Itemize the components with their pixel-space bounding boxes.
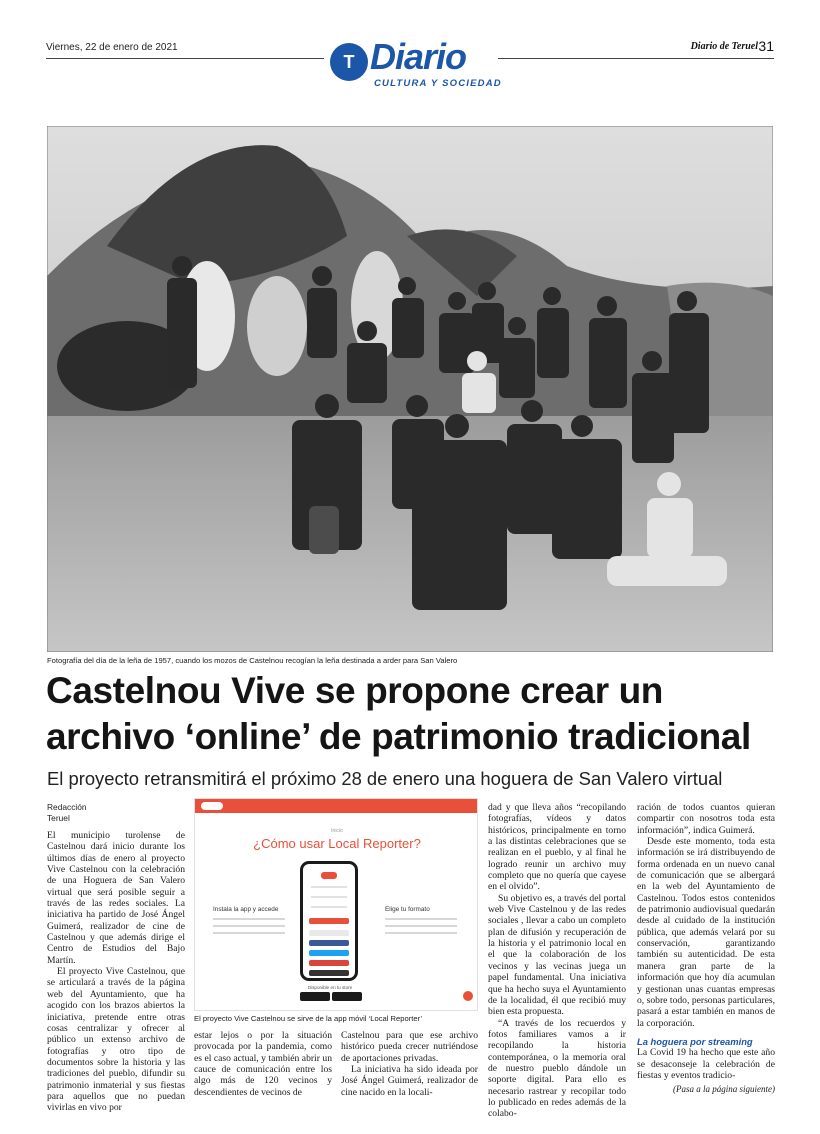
headline-line-1: Castelnou Vive se propone crear un	[46, 670, 663, 711]
text-line-placeholder	[385, 925, 457, 927]
text-line-placeholder	[311, 886, 347, 888]
app-step-format	[385, 906, 465, 934]
app-breadcrumb: Inicio	[331, 828, 343, 834]
paragraph: La Covid 19 ha hecho que este año se desaconseje la celebración de fiestas y eventos tradicio-	[637, 1047, 775, 1081]
app-top-bar	[195, 799, 478, 813]
app-logo-icon	[321, 872, 337, 879]
paragraph: Su objetivo es, a través del portal web Vive Castelnou y de las redes sociales , llevar a cabo un completo plan de difusión y recuperación de la historia y el patrimonio local en el que la colaboración de los vecinos y las vecinas juega un papel fundamental. Una iniciativa que ha hecho suya el Ayuntamiento de la localidad, él que recibió muy bien esta propuesta.	[488, 892, 626, 1018]
phone-button	[309, 930, 349, 936]
app-logo-icon	[201, 802, 223, 810]
step-title: Instala la app y accede	[213, 906, 279, 913]
newspaper-logo	[330, 36, 502, 92]
text-line-placeholder	[311, 906, 347, 908]
page-number: 31	[758, 38, 774, 54]
app-store-badge-icon	[332, 992, 362, 1001]
paragraph: dad y que lleva años “recopilando fotografías, vídeos y datos históricos, principalmente en torno a las distintas celebraciones que se realizan en el pueblo, y al final he logrado reunir un archivo muy completo que no quería que cayese en el olvido”.	[488, 802, 626, 893]
article-column-1	[47, 830, 185, 1114]
continued-note: (Pasa a la página siguiente)	[673, 1084, 775, 1095]
logo-mark-icon: T	[330, 43, 368, 81]
headline-line-2: archivo ‘online’ de patrimonio tradicional	[46, 716, 751, 757]
paragraph: La iniciativa ha sido ideada por José Ángel Guimerá, realizador de cine nacido en la locali-	[341, 1064, 478, 1098]
historic-group-photo-icon	[47, 126, 773, 652]
step-title: Elige tu formato	[385, 906, 430, 913]
header-rule-right	[498, 58, 774, 59]
stores-label: Disponible en tu store	[307, 985, 353, 990]
section-name: CULTURA Y SOCIEDAD	[374, 78, 502, 89]
phone-button	[309, 950, 349, 956]
paragraph: “A través de los recuerdos y fotos familiares vamos a ir recopilando la historia contemporánea, o la memoria oral de nuestro pueblo dándole un soporte digital. Para ello es necesario rastrear y recopilar todo lo publicado en redes además de la colabo-	[488, 1017, 626, 1120]
phone-button	[309, 940, 349, 946]
paragraph: Castelnou para que ese archivo histórico pueda crecer nutriéndose de aportaciones privadas.	[341, 1030, 478, 1064]
paper-name: Diario de Teruel	[690, 41, 758, 52]
article-subheadline: El proyecto retransmitirá el próximo 28 de enero una hoguera de San Valero virtual	[47, 768, 723, 789]
chat-bubble-icon	[463, 991, 473, 1001]
article-column-4	[488, 802, 626, 1120]
photo-caption: Fotografía del día de la leña de 1957, cuando los mozos de Castelnou recogían la leña destinada a arder para San Valero	[47, 656, 458, 665]
byline-author: Redacción	[47, 802, 87, 812]
text-line-placeholder	[311, 896, 347, 898]
paragraph: El municipio turolense de Castelnou dará inicio durante los últimos días de enero al proyecto Vive Castelnou con la celebración de una Hoguera de San Valero virtual que será posible seguir a través de las redes sociales. La iniciativa ha partido de José Ángel Guimerá, realizador de cine de Castelnou y que además dirige el Centro de Estudios del Bajo Martín.	[47, 830, 185, 966]
phone-button	[309, 970, 349, 976]
paragraph: ración de todos cuantos quieran compartir con nosotros toda esta información”, indica Guimerá.	[637, 802, 775, 836]
header-rule-left	[46, 58, 324, 59]
text-line-placeholder	[213, 918, 285, 920]
text-line-placeholder	[385, 918, 457, 920]
article-column-3	[341, 1030, 478, 1098]
app-page-title: ¿Cómo usar Local Reporter?	[253, 836, 421, 851]
app-step-install	[213, 906, 293, 934]
section-subheading: La hoguera por streaming	[637, 1035, 753, 1047]
article-column-2	[194, 1030, 332, 1098]
issue-date: Viernes, 22 de enero de 2021	[46, 42, 178, 53]
article-headline	[46, 668, 786, 760]
paragraph: El proyecto Vive Castelnou, que se articulará a través de la página web del Ayuntamiento, que ha acogido con los brazos abiertos la iniciativa, pretende entre otras cosas centralizar y ofrecer al público un extenso archivo de fotografías y otro tipo de documentos sobre la historia y las tradiciones del pueblo, difundir su patrimonio inmaterial y sus fiestas para aquellos que no puedan vivirlas en vivo por	[47, 966, 185, 1114]
text-line-placeholder	[213, 925, 285, 927]
page-header	[0, 0, 820, 96]
byline-location: Teruel	[47, 813, 70, 823]
logo-wordmark: Diario	[370, 36, 467, 77]
paragraph: estar lejos o por la situación provocada por la pandemia, como es el caso actual, y también abrir un cauce de comunicación entre los algo más de 120 vecinos y descendientes de vecinos de	[194, 1030, 332, 1098]
phone-button	[309, 918, 349, 924]
phone-button	[309, 960, 349, 966]
inset-caption: El proyecto Vive Castelnou se sirve de la app móvil ‘Local Reporter’	[194, 1014, 423, 1023]
text-line-placeholder	[213, 932, 285, 934]
byline	[47, 802, 87, 824]
google-play-badge-icon	[300, 992, 330, 1001]
paragraph: Desde este momento, toda esta información se irá distribuyendo de forma ordenada en un nuevo canal de comunicación que se albergará en la web del Ayuntamiento de Castelnou. Todos estos contenidos de patrimonio audiovisual quedarán desde al cuidado de la institución pública, que además velará por su conservación, garantizando también su autenticidad. De esta manera gran parte de la información que hoy día acumulan y gestionan unas cuantas empresas o, sobre todo, personas particulares, pasará a estar también en manos de la corporación.	[637, 836, 775, 1029]
article-column-5	[637, 802, 775, 1096]
main-photo	[47, 126, 773, 652]
text-line-placeholder	[385, 932, 457, 934]
app-screenshot-inset	[194, 798, 478, 1011]
phone-mockup-icon	[300, 861, 358, 981]
